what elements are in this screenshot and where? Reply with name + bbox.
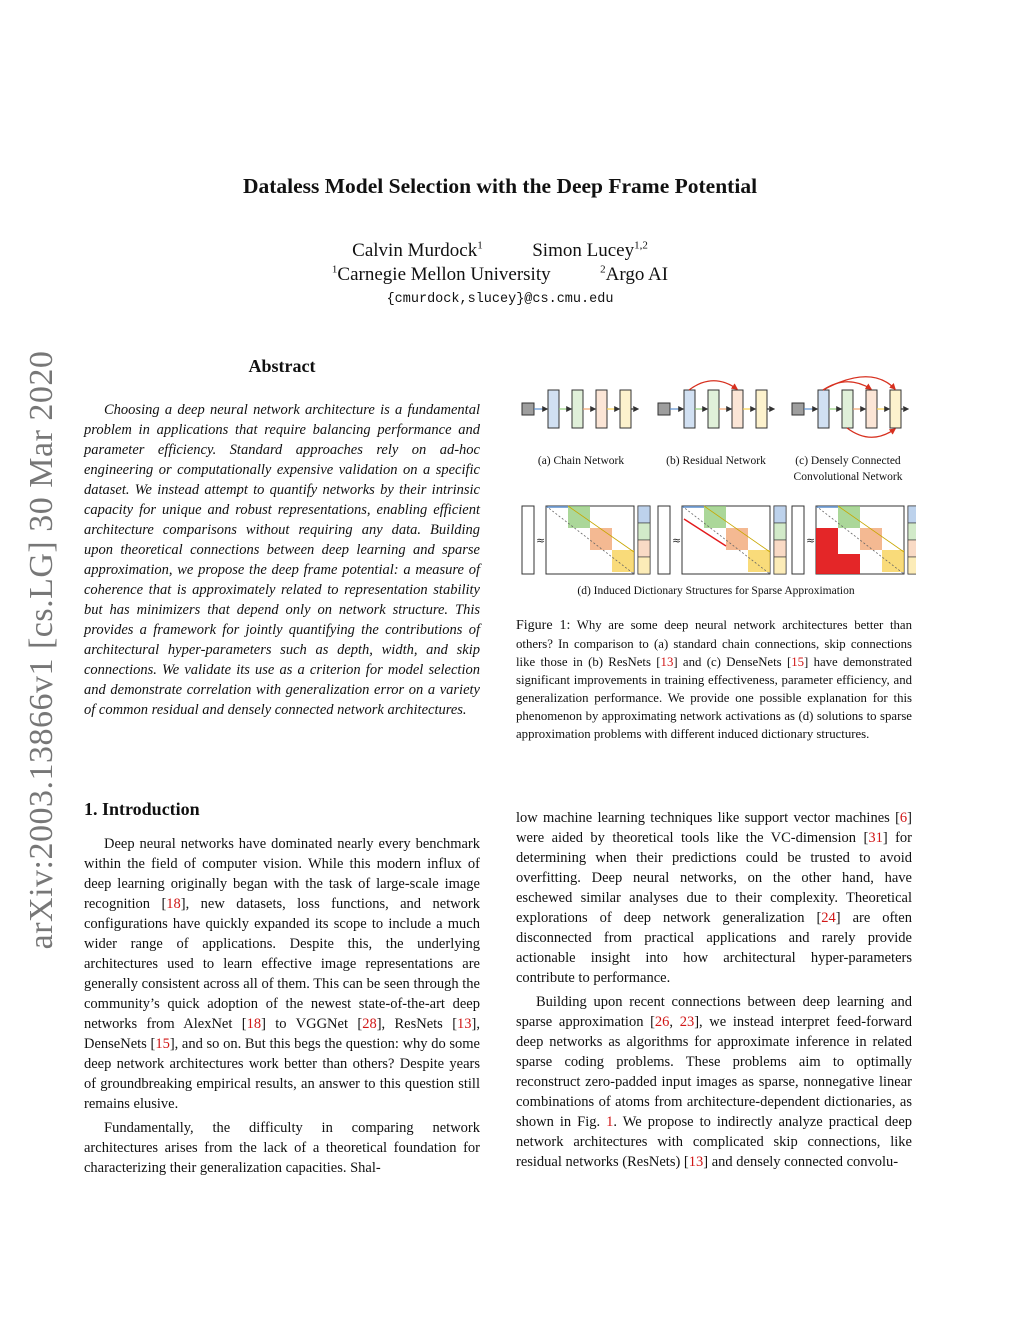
body-text: ] were aided by theoretical tools like the VC-dimension [ xyxy=(516,810,912,846)
subcaption-b: (b) Residual Network xyxy=(666,455,766,467)
paragraph xyxy=(84,1118,480,1178)
citation-link[interactable]: 15 xyxy=(155,1036,170,1052)
body-text: ], DenseNets [ xyxy=(84,1016,480,1052)
body-text: Why are some deep neural network architectures better than others? In comparison to (a) standard chain connections, skip connections like those in (b) ResNets [ xyxy=(516,618,912,669)
input-node xyxy=(658,403,670,415)
approx-symbol: ≈ xyxy=(672,534,682,547)
dictionary-block xyxy=(590,528,612,550)
author-name: Calvin Murdock xyxy=(352,240,478,261)
layer-block xyxy=(620,390,631,428)
code-block xyxy=(908,557,916,574)
citation-link[interactable]: 15 xyxy=(791,655,805,669)
body-text: ] for determining when their predictions could be trusted to avoid overfitting. Deep neural networks, on the other hand, have eschewed similar analyses due to their complexity. Theoretical explorations of deep network generalization [ xyxy=(516,830,912,926)
chain-network-diagram xyxy=(522,390,638,428)
figure-1 xyxy=(516,370,916,600)
body-text: low machine learning techniques like support vector machines [ xyxy=(516,810,900,826)
code-block xyxy=(774,540,786,557)
author-affiliation-mark: 1 xyxy=(477,239,483,252)
body-text: ], ResNets [ xyxy=(376,1016,458,1032)
body-text: ] and densely connected convolu- xyxy=(703,1154,899,1170)
densenet-dictionary-diagram xyxy=(792,506,916,574)
code-block xyxy=(638,557,650,574)
dictionary-block xyxy=(546,506,568,508)
layer-block xyxy=(866,390,877,428)
abstract-body xyxy=(84,400,480,720)
layer-block xyxy=(818,390,829,428)
code-block xyxy=(638,540,650,557)
subcaption-d: (d) Induced Dictionary Structures for Sparse Approximation xyxy=(577,585,855,597)
input-node xyxy=(522,403,534,415)
paragraph xyxy=(516,808,912,988)
residual-dictionary-diagram xyxy=(658,506,786,574)
citation-link[interactable]: 13 xyxy=(688,1154,704,1170)
subcaption-c-line1: (c) Densely Connected xyxy=(795,455,901,467)
dictionary-block xyxy=(704,506,726,528)
code-block xyxy=(638,506,650,523)
layer-block xyxy=(890,390,901,428)
body-text: . We propose to indirectly analyze practical deep network architectures with complicated skip connections, like residual networks (ResNets) [ xyxy=(516,1114,912,1170)
layer-block xyxy=(596,390,607,428)
dictionary-block xyxy=(860,528,882,550)
code-block xyxy=(908,506,916,523)
citation-link[interactable]: 26 xyxy=(654,1014,670,1030)
affiliation-mark: 1 xyxy=(331,263,338,276)
author-affiliation-mark: 1,2 xyxy=(634,239,648,252)
dictionary-block xyxy=(568,506,590,528)
citation-link[interactable]: 13 xyxy=(457,1016,472,1032)
subcaption-a: (a) Chain Network xyxy=(537,455,625,467)
author-list xyxy=(0,240,1000,262)
body-text: ], new datasets, loss functions, and network configurations have quickly expanded its scope to include a much wider range of applications. Despite this, the underlying architectures used to learn effective image representations are generally consistent across all of them. This can be seen through the community’s quick adoption of the newest state-of-the-art deep networks from AlexNet [ xyxy=(84,896,480,1032)
citation-link[interactable]: 1 xyxy=(606,1114,614,1130)
paper-title: Dataless Model Selection with the Deep Frame Potential xyxy=(242,174,758,198)
body-text: ] have demonstrated significant improvements in training effectiveness, parameter efficiency, and generalization performance. We provide one possible explanation for this phenomenon by approximating network activations as (d) solutions to sparse approximation problems with different induced dictionary structures. xyxy=(516,655,912,741)
figure-1-graphic xyxy=(516,370,916,600)
paragraph xyxy=(84,834,480,1114)
affiliation-list xyxy=(0,264,1000,286)
dictionary-block xyxy=(882,550,904,572)
code-block xyxy=(774,557,786,574)
body-text: Fundamentally, the difficulty in comparing network architectures arises from the lack of a theoretical foundation for characterizing their generalization capacities. Shal- xyxy=(84,1120,480,1176)
layer-block xyxy=(684,390,695,428)
affiliation-mark: 2 xyxy=(600,263,606,276)
chain-dictionary-diagram xyxy=(522,506,650,574)
citation-link[interactable]: 31 xyxy=(868,830,883,846)
citation-link[interactable]: 24 xyxy=(821,910,836,926)
skip-connection xyxy=(689,381,737,390)
code-block xyxy=(638,523,650,540)
figure-label: Figure 1: xyxy=(516,618,571,633)
paragraph xyxy=(516,992,912,1172)
body-text: Deep neural networks have dominated nearly every benchmark within the field of computer vision. While this modern influx of deep learning originally began with the task of large-scale image recognition [ xyxy=(84,836,480,912)
layer-block xyxy=(548,390,559,428)
layer-block xyxy=(842,390,853,428)
author-name: Simon Lucey xyxy=(532,240,635,261)
dictionary-block xyxy=(748,550,770,572)
citation-link[interactable]: 28 xyxy=(362,1016,377,1032)
author-email: {cmurdock,slucey}@cs.cmu.edu xyxy=(386,292,614,307)
dictionary-block xyxy=(612,550,634,572)
affiliation-name: Argo AI xyxy=(605,264,669,285)
code-block xyxy=(774,506,786,523)
skip-block xyxy=(816,554,860,574)
skip-connection xyxy=(847,428,895,437)
body-text: ], and so on. But this begs the question: why do some deep network architectures work better than others? Despite years of groundbreaking empirical results, an answer to this question still remains elusive. xyxy=(84,1036,480,1112)
body-text: Building upon recent connections between deep learning and sparse approximation [ xyxy=(516,994,912,1030)
abstract-paragraph: Choosing a deep neural network architecture is a fundamental problem in applications that require balancing performance and parameter efficiency. Standard approaches rely on ad-hoc engineering or computationally expensive validation on a specific dataset. We instead attempt to quantify networks by their intrinsic capacity for unique and robust representations, enabling efficient architecture comparisons without requiring any data. Building upon theoretical connections between deep learning and sparse approximation, we propose the deep frame potential: a measure of coherence that is approximately related to representation stability but has minimizers that depend only on network structure. This provides a framework for jointly quantifying the contributions of architectural hyper-parameters such as depth, width, and skip connections. We validate its use as a criterion for model selection and demonstrate correlation with generalization error on a variety of common residual and densely connected network architectures. xyxy=(84,402,480,718)
input-node xyxy=(792,403,804,415)
affiliation-name: Carnegie Mellon University xyxy=(337,264,551,285)
layer-block xyxy=(732,390,743,428)
body-text: ] and (c) DenseNets [ xyxy=(673,655,792,669)
code-block xyxy=(774,523,786,540)
layer-block xyxy=(708,390,719,428)
figure-caption-text xyxy=(516,618,912,741)
dictionary-block xyxy=(726,528,748,550)
subcaption-c-line2: Convolutional Network xyxy=(793,471,903,483)
dictionary-block xyxy=(838,506,860,528)
citation-link[interactable]: 23 xyxy=(679,1014,695,1030)
citation-link[interactable]: 18 xyxy=(166,896,181,912)
right-column-body xyxy=(516,808,912,1172)
approx-symbol: ≈ xyxy=(536,534,546,547)
code-block xyxy=(908,523,916,540)
citation-link[interactable]: 18 xyxy=(246,1016,262,1032)
body-text: ] to VGGNet [ xyxy=(261,1016,363,1032)
body-text: , xyxy=(669,1014,680,1030)
output-vector xyxy=(658,506,670,574)
body-text: ] are often disconnected from practical applications and rarely provide actionable insight into how architectural hyper-parameters contribute to performance. xyxy=(516,910,912,986)
layer-block xyxy=(572,390,583,428)
citation-link[interactable]: 6 xyxy=(899,810,908,826)
figure-1-caption xyxy=(516,616,912,743)
section-heading-introduction: 1. Introduction xyxy=(84,799,200,819)
dictionary-block xyxy=(682,506,704,508)
output-vector xyxy=(792,506,804,574)
arxiv-identifier: arXiv:2003.13866v1 [cs.LG] 30 Mar 2020 xyxy=(23,350,60,950)
densenet-diagram xyxy=(792,377,908,438)
skip-block xyxy=(816,528,838,554)
approx-symbol: ≈ xyxy=(806,534,816,547)
citation-link[interactable]: 13 xyxy=(660,655,674,669)
body-text: ], we instead interpret feed-forward deep networks as algorithms for approximate inference in related sparse coding problems. These problems aim to optimally reconstruct zero-padded input images as sparse, nonnegative linear combinations of atoms from architecture-dependent dictionaries, as shown in Fig. xyxy=(516,1014,913,1130)
dictionary-block xyxy=(816,506,838,508)
output-vector xyxy=(522,506,534,574)
left-column-body xyxy=(84,834,480,1178)
layer-block xyxy=(756,390,767,428)
code-block xyxy=(908,540,916,557)
residual-network-diagram xyxy=(658,381,774,428)
abstract-heading: Abstract xyxy=(248,356,316,376)
